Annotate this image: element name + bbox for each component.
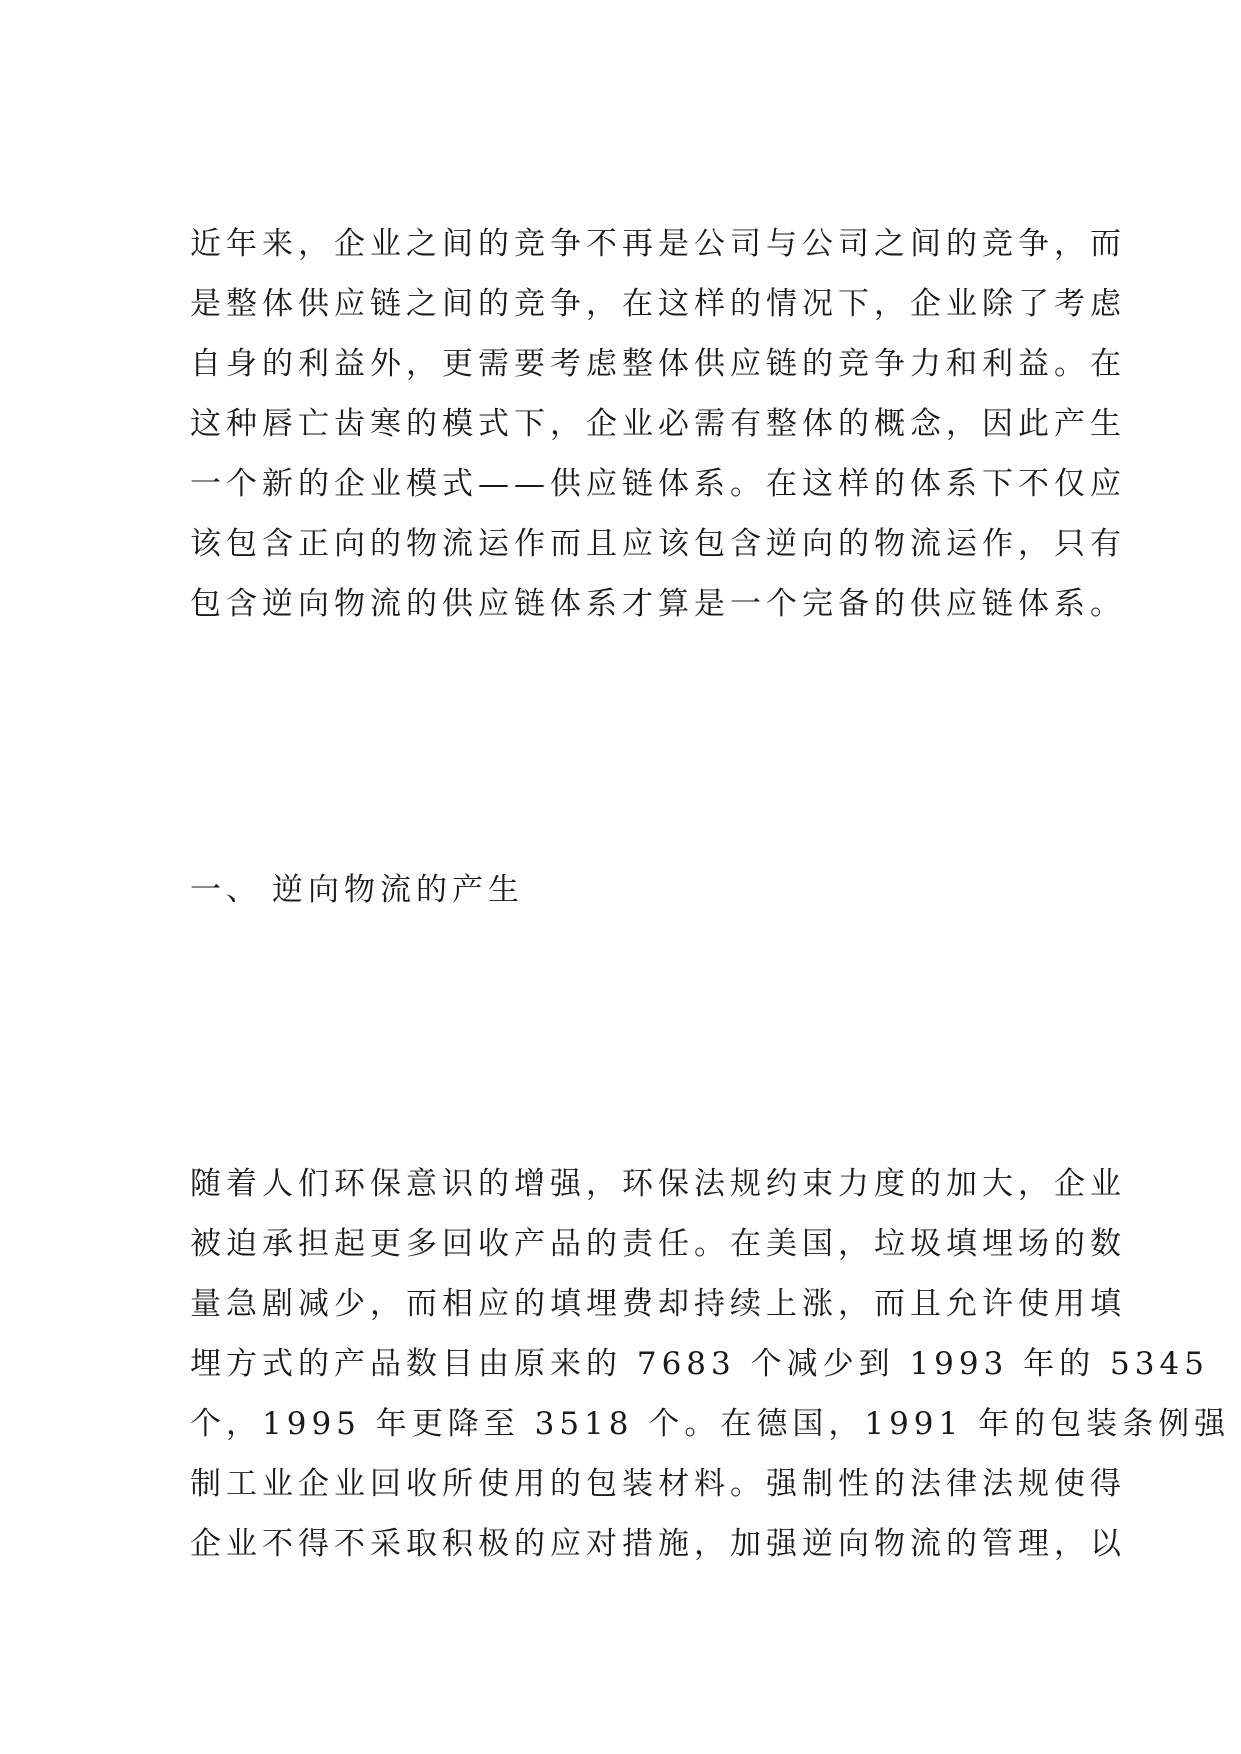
text-line: 这种唇亡齿寒的模式下，企业必需有整体的概念，因此产生 bbox=[190, 406, 1126, 442]
section-number: 一、 bbox=[190, 872, 262, 908]
text-line: 近年来，企业之间的竞争不再是公司与公司之间的竞争，而 bbox=[190, 226, 1126, 262]
text-line: 企业不得不采取积极的应对措施，加强逆向物流的管理，以 bbox=[190, 1526, 1126, 1562]
text-line: 一个新的企业模式——供应链体系。在这样的体系下不仅应 bbox=[190, 466, 1126, 502]
text-line: 个，1995 年更降至 3518 个。在德国，1991 年的包装条例强 bbox=[190, 1406, 1231, 1442]
text-line: 制工业企业回收所使用的包装材料。强制性的法律法规使得 bbox=[190, 1466, 1126, 1502]
text-line: 量急剧减少，而相应的填埋费却持续上涨，而且允许使用填 bbox=[190, 1286, 1126, 1322]
body-paragraph bbox=[190, 1154, 1231, 1574]
text-line: 被迫承担起更多回收产品的责任。在美国，垃圾填埋场的数 bbox=[190, 1226, 1126, 1262]
section-title: 逆向物流的产生 bbox=[272, 872, 524, 908]
text-line: 随着人们环保意识的增强，环保法规约束力度的加大，企业 bbox=[190, 1166, 1126, 1202]
text-line: 埋方式的产品数目由原来的 7683 个减少到 1993 年的 5345 bbox=[190, 1346, 1209, 1382]
text-line: 是整体供应链之间的竞争，在这样的情况下，企业除了考虑 bbox=[190, 286, 1126, 322]
section-heading bbox=[190, 860, 524, 920]
intro-paragraph bbox=[190, 214, 1126, 634]
text-line: 该包含正向的物流运作而且应该包含逆向的物流运作，只有 bbox=[190, 526, 1126, 562]
text-line: 包含逆向物流的供应链体系才算是一个完备的供应链体系。 bbox=[190, 586, 1126, 622]
text-line: 自身的利益外，更需要考虑整体供应链的竞争力和利益。在 bbox=[190, 346, 1126, 382]
